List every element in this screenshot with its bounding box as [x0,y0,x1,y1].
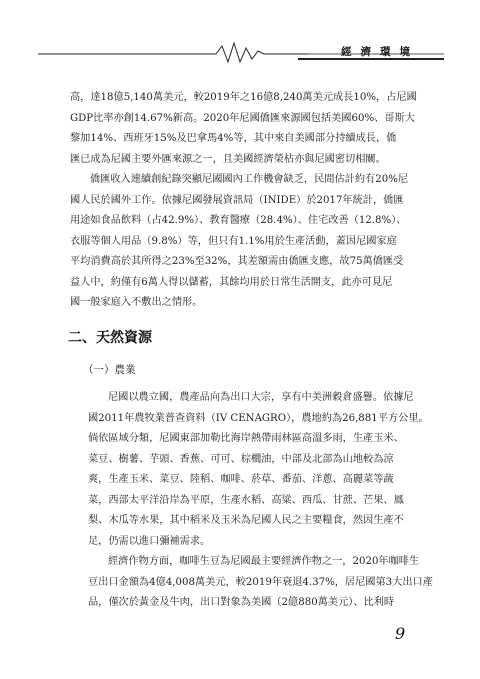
text-line: 國人民於國外工作。依據尼國發展資訊局（INIDE）於2017年統計，僑匯 [70,194,404,206]
section-heading: 二、天然資源 [68,330,152,346]
paragraph-remittance-1 [70,88,422,170]
text-line: 菜，西部太平洋沿岸為平原，生產水稻、高粱、西瓜、甘蔗、芒果、鳳 [88,494,404,506]
text-line: 豆出口金額為4億4,008萬美元，較2019年衰退4.37%，居尼國第3大出口產 [88,576,433,588]
paragraph-agriculture-1 [88,388,429,552]
paragraph-agriculture-2 [88,552,433,614]
text-line: 經濟作物方面，咖啡生豆為尼國最主要經濟作物之一，2020年咖啡生 [108,556,420,567]
intro-text [70,88,422,314]
text-line: 品，僅次於黃金及牛肉，出口對象為美國（2億880萬美元）、比利時 [88,597,395,608]
text-line: 倘依區域分類，尼國東部加勒比海岸熱帶雨林區高溫多雨，生產玉米、 [88,433,404,444]
text-line: 衣服等個人用品（9.8%）等，但只有1.1%用於生產活動，蓋因尼國家庭 [70,235,397,247]
header-title: 經濟環境 [341,46,419,58]
text-line: 僑匯收入連續創紀錄突顯尼國國內工作機會缺乏，民間估計約有20%尼 [90,174,409,185]
text-line: 用途如食品飲料（占42.9%）、教育醫療（28.4%）、住宅改善（12.8%）、 [70,215,407,226]
text-line: 益人中，約僅有6萬人得以儲蓄，其餘均用於日常生活開支，此亦可見尼 [70,276,393,288]
text-line: 匯已成為尼國主要外匯來源之一，且美國經濟榮枯亦與尼國密切相關。 [70,153,386,165]
text-line: 菜豆、樹薯、芋頭、香蕉、可可、棕櫚油，中部及北部為山地較為涼 [88,453,394,465]
agriculture-text [88,388,433,614]
running-header [38,40,444,66]
text-line: 高，達18億5,140萬美元，較2019年之16億8,240萬美元成長10%，占尼國 [70,92,417,103]
text-line: 國一般家庭入不敷出之情形。 [70,297,203,308]
text-line: 爽，生產玉米、菜豆、陸稻、咖啡、菸草、番茄、洋蔥、高麗菜等蔬 [88,474,394,485]
subsection-heading: （一）農業 [83,364,136,376]
text-line: 尼國以農立國，農產品向為出口大宗，享有中美洲穀倉盛譽。依據尼 [108,392,414,403]
text-line: 足，仍需以進口彌補需求。 [88,535,211,547]
page-number: 9 [395,624,406,643]
text-line: 平均消費高於其所得之23%至32%，其差額需由僑匯支應，故75萬僑匯受 [70,256,404,267]
text-line: 黎加14%、西班牙15%及巴拿馬4%等，其中來自美國部分持續成長，僑 [70,133,397,144]
paragraph-remittance-2 [70,170,422,314]
text-line: GDP比率亦創14.67%新高。2020年尼國僑匯來源國包括美國60%、哥斯大 [70,112,415,124]
text-line: 梨、木瓜等水果，其中稻米及玉米為尼國人民之主要糧食，然因生產不 [88,515,404,526]
text-line: 國2011年農牧業普查資料（IV CENAGRO），農地約為26,881平方公里。 [88,412,429,424]
